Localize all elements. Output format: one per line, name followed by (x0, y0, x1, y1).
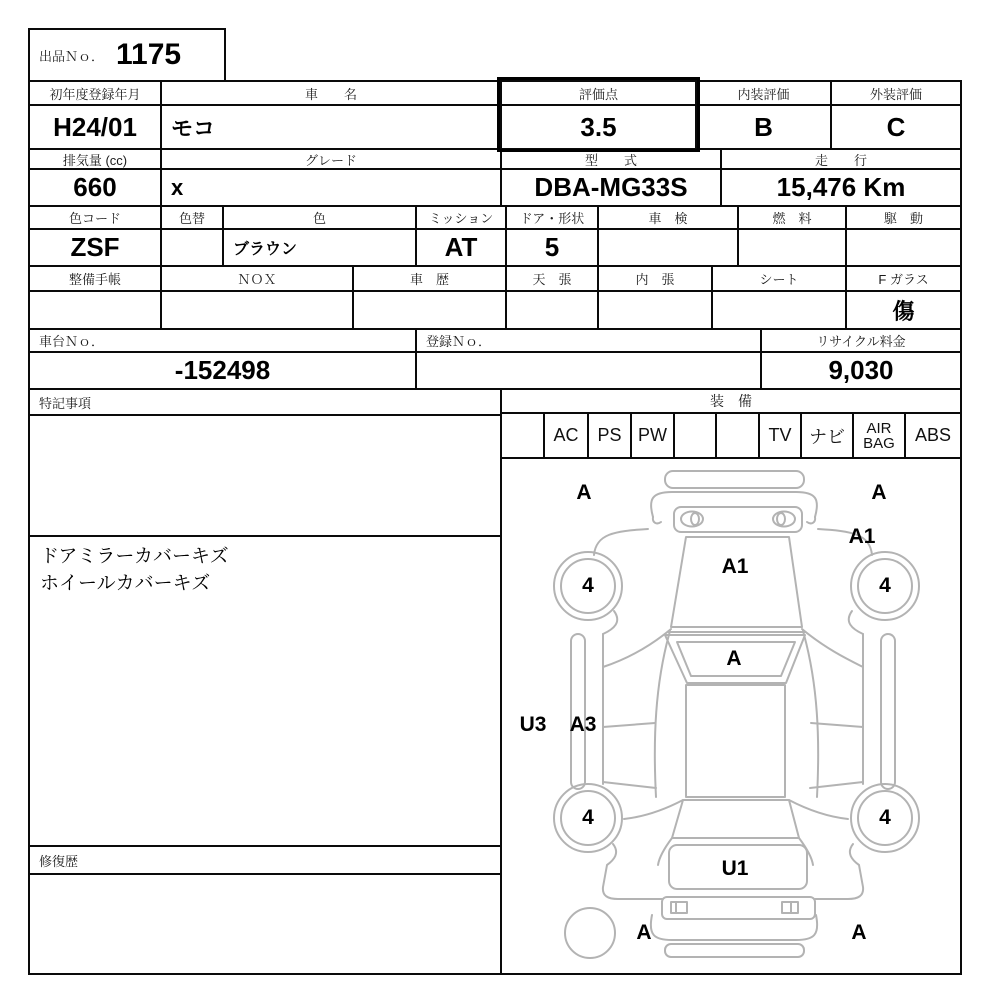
fuel-value (737, 228, 847, 267)
auction-number-label: 出品Ｎｏ． (39, 48, 105, 64)
chassis-no-value: -152498 (28, 351, 417, 390)
exterior-value: C (830, 104, 962, 150)
windshield (671, 537, 802, 627)
drive-value (845, 228, 962, 267)
notes-header: 特記事項 (28, 388, 502, 416)
rear-window (672, 800, 799, 838)
note-line: ホイールカバーキズ (40, 573, 211, 594)
diagram-marker: 4 (582, 574, 594, 597)
seat-label: シート (711, 265, 847, 292)
f-glass-value: 傷 (845, 290, 962, 330)
color-code-label: 色コード (28, 205, 162, 230)
equipment-cell (500, 412, 545, 459)
headliner-label: 天 張 (505, 265, 599, 292)
notes-empty-box (28, 414, 502, 537)
recycle-fee-label: リサイクル料金 (760, 328, 962, 353)
doors-label: ドア・形状 (505, 205, 599, 230)
diagram-marker: 4 (879, 574, 891, 597)
diagram-marker: A (636, 921, 652, 944)
note-line: ドアミラーカバーキズ (40, 546, 229, 567)
door-trim-label: 内 張 (597, 265, 713, 292)
equipment-cell-ps: PS (587, 412, 632, 459)
equipment-cell (715, 412, 760, 459)
diagram-marker: U1 (721, 857, 749, 880)
interior-label: 内装評価 (695, 80, 832, 106)
diagram-marker: A3 (569, 713, 597, 736)
nox-label: ＮＯＸ (160, 265, 354, 292)
diagram-marker: A (576, 481, 592, 504)
displacement-label: 排気量 (cc) (28, 148, 162, 170)
diagram-marker: U3 (519, 713, 547, 736)
fuel-label: 燃 料 (737, 205, 847, 230)
diagram-marker: A (871, 481, 887, 504)
interior-value: B (695, 104, 832, 150)
equipment-cell-airbag: AIR BAG (852, 412, 906, 459)
door-trim-value (597, 290, 713, 330)
score-label: 評価点 (500, 80, 697, 106)
score-value: 3.5 (500, 104, 697, 150)
repair-history-header: 修復歴 (28, 845, 502, 875)
roof (686, 685, 785, 797)
mileage-value: 15,476 Km (720, 168, 962, 207)
diagram-marker: A1 (721, 555, 749, 578)
headliner-value (505, 290, 599, 330)
equipment-cell-pw: PW (630, 412, 675, 459)
car-name-value: モコ (160, 104, 502, 150)
rear-bumper-bottom (665, 944, 804, 957)
fender-front-left (594, 529, 648, 555)
rear-quarter-left (603, 844, 662, 899)
car-damage-diagram (500, 457, 962, 975)
f-glass-label: F ガラス (845, 265, 962, 292)
color-change-value (160, 228, 224, 267)
inspection-value (597, 228, 739, 267)
auction-number-value: 1175 (116, 38, 182, 71)
nox-value (160, 290, 354, 330)
reg-no-label: 登録Ｎｏ． (415, 328, 762, 353)
drive-label: 駆 動 (845, 205, 962, 230)
notes-box (28, 535, 502, 847)
first-reg-label: 初年度登録年月 (28, 80, 162, 106)
equipment-cell-ac: AC (543, 412, 589, 459)
history-value (352, 290, 507, 330)
doors-value: 5 (505, 228, 599, 267)
diagram-marker: A (726, 647, 742, 670)
color-value: ブラウン (222, 228, 417, 267)
color-label: 色 (222, 205, 417, 230)
service-book-label: 整備手帳 (28, 265, 162, 292)
seat-value (711, 290, 847, 330)
inspection-label: 車 検 (597, 205, 739, 230)
side-molding-left (571, 634, 585, 789)
grade-value: x (160, 168, 502, 207)
color-code-value: ZSF (28, 228, 162, 267)
mileage-label: 走 行 (720, 148, 962, 170)
rear-panel (662, 897, 815, 919)
equipment-cell (673, 412, 717, 459)
spare-tire (565, 908, 615, 958)
diagram-marker: 4 (879, 806, 891, 829)
auction-number-box (28, 28, 226, 82)
recycle-fee-value: 9,030 (760, 351, 962, 390)
grade-label: グレード (160, 148, 502, 170)
chassis-no-label: 車台Ｎｏ． (28, 328, 417, 353)
rear-lamp-left (671, 902, 687, 913)
model-code-label: 型 式 (500, 148, 722, 170)
diagram-marker: A (851, 921, 867, 944)
front-bumper-top (665, 471, 804, 488)
reg-no-value (415, 351, 762, 390)
exterior-label: 外装評価 (830, 80, 962, 106)
displacement-value: 660 (28, 168, 162, 207)
history-label: 車 歴 (352, 265, 507, 292)
equipment-cell-navi: ナビ (800, 412, 854, 459)
rear-quarter-right (815, 844, 863, 899)
equipment-header: 装 備 (500, 388, 962, 414)
transmission-label: ミッション (415, 205, 507, 230)
equipment-cell-abs: ABS (904, 412, 962, 459)
side-molding-right (881, 634, 895, 789)
transmission-value: AT (415, 228, 507, 267)
service-book-value (28, 290, 162, 330)
color-change-label: 色替 (160, 205, 224, 230)
equipment-cell-tv: TV (758, 412, 802, 459)
first-reg-value: H24/01 (28, 104, 162, 150)
car-name-label: 車 名 (160, 80, 502, 106)
repair-history-box (28, 873, 502, 975)
diagram-marker: 4 (582, 806, 594, 829)
diagram-marker: A1 (848, 525, 876, 548)
model-code-value: DBA-MG33S (500, 168, 722, 207)
